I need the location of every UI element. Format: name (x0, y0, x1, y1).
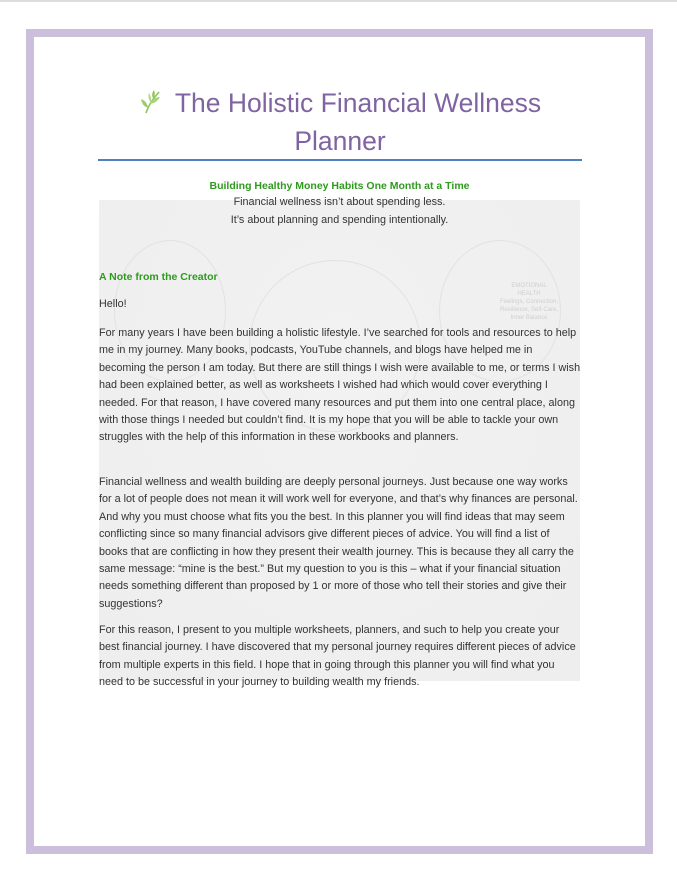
tagline-line-1: Financial wellness isn’t about spending less. (233, 196, 446, 208)
subtitle: Building Healthy Money Habits One Month at a Time (209, 180, 470, 192)
top-edge-line (0, 0, 677, 2)
greeting: Hello! (99, 298, 127, 310)
paragraph-3: For this reason, I present to you multiple worksheets, planners, and such to help you create your best financial journey. I have discovered that my personal journey requires different pieces of advice from multiple experts in this field. I hope that in going through this planner you will find what you need to be successful in your journey to building wealth my friends. (99, 624, 576, 689)
leaf-sprig-icon (139, 89, 165, 124)
note-heading: A Note from the Creator (99, 271, 218, 283)
page-title (98, 86, 582, 159)
paragraph-2: Financial wellness and wealth building are deeply personal journeys. Just because one way works for a lot of people does not mean it will work well for everyone, and that’s why finances are personal. And why you must choose what fits you the best. In this planner you will find ideas that may seem conflicting since so many financial advisors give different pieces of advice. You will find a list of books that are conflicting in how they present their wealth journey. This is because they all carry the same message: “mine is the best.” But my question to you is this – what if your financial situation needs something different than proposed by 1 or more of those who tell their stories and give their suggestions? (99, 476, 578, 610)
paragraph-1: For many years I have been building a holistic lifestyle. I’ve searched for tools and resources to help me in my journey. Many books, podcasts, YouTube channels, and blogs have helped me in becoming the person I am today. But there are still things I wish were available to me, or terms I wish had been explained better, as well as worksheets I wished had which would cover everything I needed. For that reason, I have covered many resources and put them into one central place, along with those things I needed but couldn’t find. It is my hope that you will be able to tackle your own struggles with the help of this information in these workbooks and planners. (99, 327, 581, 444)
title-text: The Holistic Financial Wellness Planner (174, 88, 542, 156)
title-divider (98, 159, 582, 161)
background-label: EMOTIONAL HEALTH Feelings, Connection, Resilience, Self-Care, Inner Balance (499, 283, 559, 321)
tagline-line-2: It’s about planning and spending intentionally. (230, 214, 449, 226)
